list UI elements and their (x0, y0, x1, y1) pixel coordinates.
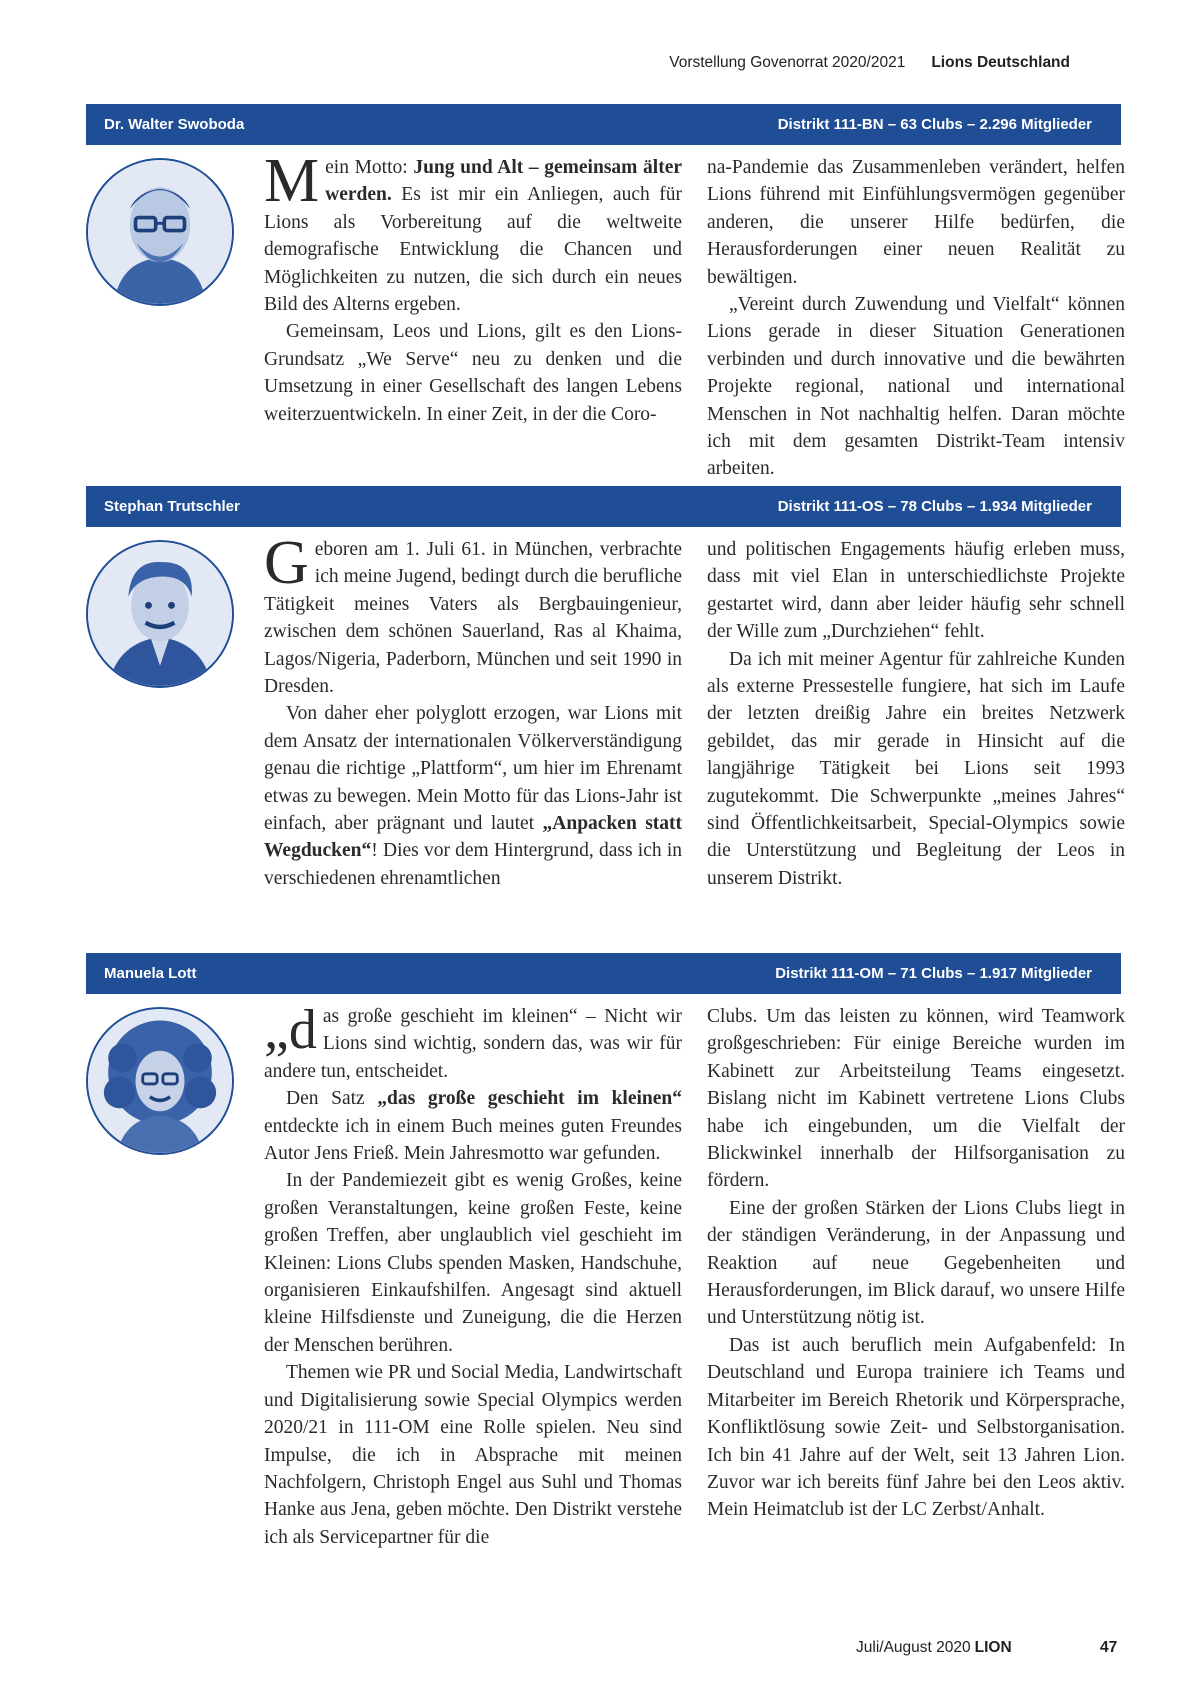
portrait-man-icon (86, 540, 234, 688)
portrait-curly-woman-icon (86, 1007, 234, 1155)
profile-header-bar (86, 953, 1121, 994)
motto-text: „Anpacken statt Wegducken“ (264, 813, 683, 862)
running-head (669, 54, 1070, 72)
drop-cap: M (264, 147, 320, 215)
district-info: Distrikt 111-OS – 78 Clubs – 1.934 Mitglieder (777, 498, 1092, 515)
paragraph: Themen wie PR und Social Media, Landwirtschaft und Digitalisierung sowie Special Olympics werden 2020/21 in 111-OM eine Rolle spielen. Neu sind Impulse, die ich in Absprache mit meinen Nachfolgern, Christoph Engel aus Suhl und Thomas Hanke aus Jena, geben möchte. Den Distrikt verstehe ich als Servicepartner für die (264, 1362, 682, 1548)
motto-text: Jung und Alt – gemeinsam älter werden. (325, 157, 682, 206)
profile-section-trutschler (86, 486, 1125, 889)
district-info: Distrikt 111-BN – 63 Clubs – 2.296 Mitglieder (777, 116, 1092, 133)
paragraph: Gemeinsam, Leos und Lions, gilt es den Lions-Grundsatz „We Serve“ neu zu denken und die Umsetzung in einer Gesellschaft des langen Lebens weiterzuentwickeln. In einer Zeit, in der die Coro- (264, 321, 682, 425)
text-column-right (707, 536, 1125, 892)
paragraph: Da ich mit meiner Agentur für zahlreiche Kunden als externe Pressestelle fungiere, hat sich im Laufe der letzten dreißig Jahre ein breites Netzwerk gebildet, das mir gerade in Hinsicht auf die langjährige Tätigkeit bei Lions seit 1993 zugutekommt. Die Schwerpunkte „meines Jahres“ sind Öffentlichkeitsarbeit, Special-Olympics sowie die Unterstützung und Begleitung der Leos in unserem Distrikt. (707, 648, 1125, 889)
paragraph-text: as große geschieht im kleinen“ – Nicht wir Lions sind wichtig, sondern das, was wir für andere tun, entscheidet. (264, 1006, 682, 1082)
paragraph: „Vereint durch Zuwendung und Vielfalt“ können Lions gerade in dieser Situation Generationen verbinden und durch innovative und die bewährten Projekte regional, national und international Menschen in Not nachhaltig helfen. Daran möchte ich mit dem gesamten Distrikt-Team intensiv arbeiten. (707, 294, 1125, 480)
profile-section-swoboda (86, 104, 1125, 480)
portrait-glasses-man-icon (86, 158, 234, 306)
brand-name: Lions Deutschland (931, 54, 1070, 71)
paragraph-text: eboren am 1. Juli 61. in München, verbrachte ich meine Jugend, bedingt durch die berufliche Tätigkeit meines Vaters als Bergbauingenieur, zwischen dem schönen Sauerland, Ras al Khaima, Lagos/Nigeria, Paderborn, München und seit 1990 in Dresden. (264, 539, 682, 698)
paragraph-text: Den Satz (286, 1088, 378, 1110)
page-footer (856, 1639, 1118, 1657)
paragraph-text: entdeckte ich in einem Buch meines guten Freundes Autor Jens Frieß. Mein Jahresmotto war gefunden. (264, 1115, 682, 1165)
paragraph-text: ein Motto: (325, 157, 414, 178)
text-column-left (264, 147, 682, 428)
issue-date: Juli/August 2020 (856, 1639, 971, 1656)
paragraph: Eine der großen Stärken der Lions Clubs liegt in der ständigen Veränderung, in der Anpassung und Reaktion auf neue Gegebenheiten und Herausforderungen, im Blick darauf, wo unsere Hilfe und Unterstützung nötig ist. (707, 1197, 1125, 1329)
paragraph: na-Pandemie das Zusammenleben verändert, helfen Lions führend mit Einfühlungsvermögen gegenüber anderen, die unserer Hilfe bedürfen, die Herausforderungen einer neuen Realität zu bewältigen. (707, 157, 1125, 288)
drop-cap: „d (264, 999, 317, 1061)
paragraph: In der Pandemiezeit gibt es wenig Großes, keine großen Veranstaltungen, keine großen Feste, keine großen Treffen, aber unglaublich viel geschieht im Kleinen: Lions Clubs spenden Masken, Handschuhe, organisieren Einkaufshilfen. Angesagt sind aktuell kleine Hilfsdienste und Zuneigung, die die Herzen der Menschen berühren. (264, 1170, 682, 1356)
profile-section-lott (86, 953, 1125, 1548)
district-info: Distrikt 111-OM – 71 Clubs – 1.917 Mitglieder (775, 965, 1092, 982)
paragraph: Das ist auch beruflich mein Aufgabenfeld: In Deutschland und Europa trainiere ich Teams und Mitarbeiter im Bereich Rhetorik und Körpersprache, Konfliktlösung sowie Zeit- und Selbstorganisation. Ich bin 41 Jahre auf der Welt, seit 13 Jahren Lion. Zuvor war ich bereits fünf Jahre bei den Leos aktiv. Mein Heimatclub ist der LC Zerbst/Anhalt. (707, 1334, 1125, 1521)
paragraph: und politischen Engagements häufig erleben muss, dass mit viel Elan in unterschiedlichste Projekte gestartet wird, dann aber leider häufig sehr schnell der Wille zum „Durchziehen“ fehlt. (707, 539, 1125, 643)
profile-header-bar (86, 104, 1121, 145)
magazine-name: LION (974, 1639, 1012, 1656)
text-column-right (707, 154, 1125, 483)
profile-name: Dr. Walter Swoboda (104, 116, 245, 133)
section-title: Vorstellung Govenorrat 2020/2021 (669, 54, 906, 71)
paragraph-text: Von daher eher polyglott erzogen, war Lions mit dem Ansatz der internationalen Völkerverständigung genau die richtige „Plattform“, um hier im Ehrenamt etwas zu bewegen. Mein Motto für das Lions-Jahr ist einfach, aber prägnant und lautet (264, 703, 682, 835)
text-column-left (264, 529, 683, 892)
motto-text: „das große geschieht im kleinen“ (377, 1088, 682, 1110)
page-number: 47 (1100, 1639, 1118, 1656)
paragraph: Clubs. Um das leisten zu können, wird Teamwork großgeschrieben: Für einige Bereiche wurden im Kabinett zur Arbeitsteilung Teams eingesetzt. Bislang nicht im Kabinett vertretene Lions Clubs habe ich eingebunden, um die Vielfalt der Blickwinkel innerhalb der Hilfsorganisation zu fördern. (707, 1006, 1125, 1192)
profile-header-bar (86, 486, 1121, 527)
text-column-right (707, 1003, 1125, 1524)
paragraph-text: ! Dies vor dem Hintergrund, dass ich in verschiedenen ehrenamtlichen (264, 840, 682, 889)
text-column-left (264, 999, 682, 1551)
profile-name: Manuela Lott (104, 965, 197, 982)
profile-name: Stephan Trutschler (104, 498, 240, 515)
paragraph-text: Es ist mir ein Anliegen, auch für Lions als Vorbereitung auf die weltweite demografische Entwicklung die Chancen und Möglichkeiten zu nutzen, die sich durch ein neues Bild des Alterns ergeben. (264, 184, 682, 316)
drop-cap: G (264, 529, 309, 597)
